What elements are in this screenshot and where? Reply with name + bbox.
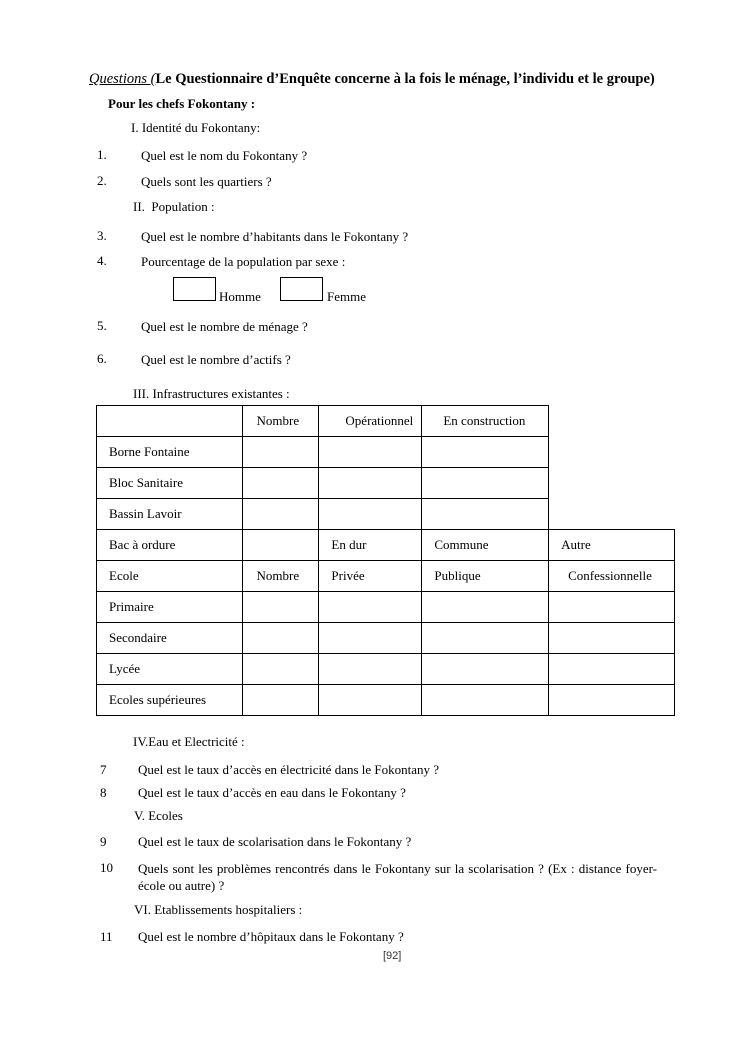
input-cell[interactable] bbox=[549, 685, 675, 716]
input-cell[interactable] bbox=[242, 623, 319, 654]
question-number: 9 bbox=[100, 834, 107, 849]
question-number: 7 bbox=[100, 762, 107, 777]
table-header-cell: Opérationnel bbox=[319, 406, 422, 437]
female-checkbox[interactable] bbox=[280, 277, 323, 301]
question-text: Quels sont les problèmes rencontrés dans le Fokontany sur la scolarisation ? (Ex : distance foyer-école ou autre) ? bbox=[138, 861, 657, 893]
page-number: [92] bbox=[383, 950, 402, 962]
section-label: Population : bbox=[151, 199, 215, 214]
row-label: Ecole bbox=[97, 561, 243, 592]
section-identity: I. Identité du Fokontany: bbox=[131, 120, 261, 135]
input-cell[interactable] bbox=[319, 654, 422, 685]
question-text: Pourcentage de la population par sexe : bbox=[141, 254, 346, 269]
input-cell[interactable] bbox=[422, 592, 549, 623]
section-population bbox=[133, 199, 215, 215]
title-rest: Le Questionnaire d’Enquête concerne à la fois le ménage, l’individu et le groupe) bbox=[155, 71, 655, 87]
input-cell[interactable] bbox=[242, 437, 319, 468]
table-cell bbox=[549, 437, 675, 468]
table-cell bbox=[549, 406, 675, 437]
table-cell bbox=[549, 499, 675, 530]
table-cell: Privée bbox=[319, 561, 422, 592]
input-cell[interactable] bbox=[319, 499, 422, 530]
input-cell[interactable] bbox=[549, 592, 675, 623]
input-cell[interactable] bbox=[319, 623, 422, 654]
female-label: Femme bbox=[327, 289, 366, 304]
row-label: Borne Fontaine bbox=[97, 437, 243, 468]
input-cell[interactable] bbox=[422, 437, 549, 468]
input-cell[interactable] bbox=[549, 654, 675, 685]
page-title bbox=[89, 71, 655, 88]
section-schools: V. Ecoles bbox=[134, 808, 183, 823]
table-cell[interactable] bbox=[242, 530, 319, 561]
table-row bbox=[97, 530, 675, 561]
table-cell: Autre bbox=[549, 530, 675, 561]
table-row bbox=[97, 685, 675, 716]
question-number: 10 bbox=[100, 860, 113, 875]
section-number: III. bbox=[133, 386, 150, 401]
question-number: 4. bbox=[97, 253, 107, 268]
input-cell[interactable] bbox=[242, 468, 319, 499]
question-text: Quel est le nombre d’actifs ? bbox=[141, 352, 291, 367]
question-text: Quel est le nombre de ménage ? bbox=[141, 319, 308, 334]
male-checkbox[interactable] bbox=[173, 277, 216, 301]
title-lead: Questions ( bbox=[89, 71, 156, 87]
section-label: Infrastructures existantes : bbox=[152, 386, 290, 401]
male-label: Homme bbox=[219, 289, 261, 304]
input-cell[interactable] bbox=[242, 499, 319, 530]
row-label: Bassin Lavoir bbox=[97, 499, 243, 530]
input-cell[interactable] bbox=[319, 685, 422, 716]
input-cell[interactable] bbox=[422, 623, 549, 654]
row-label: Bloc Sanitaire bbox=[97, 468, 243, 499]
row-label: Bac à ordure bbox=[97, 530, 243, 561]
input-cell[interactable] bbox=[422, 654, 549, 685]
section-water-electricity bbox=[133, 734, 245, 750]
table-header-row bbox=[97, 406, 675, 437]
input-cell[interactable] bbox=[319, 437, 422, 468]
table-cell bbox=[97, 406, 243, 437]
question-number: 6. bbox=[97, 351, 107, 366]
table-header-cell: En construction bbox=[422, 406, 549, 437]
input-cell[interactable] bbox=[422, 468, 549, 499]
question-text: Quel est le taux de scolarisation dans le Fokontany ? bbox=[138, 834, 412, 849]
question-number: 3. bbox=[97, 228, 107, 243]
table-row bbox=[97, 623, 675, 654]
question-number: 2. bbox=[97, 173, 107, 188]
input-cell[interactable] bbox=[242, 654, 319, 685]
question-text: Quel est le nombre d’hôpitaux dans le Fokontany ? bbox=[138, 929, 404, 944]
table-row bbox=[97, 561, 675, 592]
table-row bbox=[97, 468, 675, 499]
question-number: 8 bbox=[100, 785, 107, 800]
question-text: Quel est le nombre d’habitants dans le Fokontany ? bbox=[141, 229, 409, 244]
input-cell[interactable] bbox=[319, 468, 422, 499]
question-text: Quel est le nom du Fokontany ? bbox=[141, 148, 308, 163]
table-row bbox=[97, 499, 675, 530]
question-number: 1. bbox=[97, 147, 107, 162]
row-label: Secondaire bbox=[97, 623, 243, 654]
table-row bbox=[97, 654, 675, 685]
row-label: Lycée bbox=[97, 654, 243, 685]
table-cell: Confessionnelle bbox=[549, 561, 675, 592]
section-hospitals: VI. Etablissements hospitaliers : bbox=[134, 902, 303, 917]
question-number: 5. bbox=[97, 318, 107, 333]
input-cell[interactable] bbox=[422, 685, 549, 716]
section-infrastructure bbox=[133, 386, 290, 402]
input-cell[interactable] bbox=[319, 592, 422, 623]
question-text: Quels sont les quartiers ? bbox=[141, 174, 272, 189]
question-text: Quel est le taux d’accès en eau dans le Fokontany ? bbox=[138, 785, 406, 800]
table-cell: En dur bbox=[319, 530, 422, 561]
input-cell[interactable] bbox=[242, 685, 319, 716]
question-text: Quel est le taux d’accès en électricité dans le Fokontany ? bbox=[138, 762, 440, 777]
input-cell[interactable] bbox=[242, 592, 319, 623]
table-cell: Publique bbox=[422, 561, 549, 592]
row-label: Primaire bbox=[97, 592, 243, 623]
table-header-cell: Nombre bbox=[242, 406, 319, 437]
table-cell bbox=[549, 468, 675, 499]
table-cell: Commune bbox=[422, 530, 549, 561]
infrastructure-table bbox=[96, 405, 675, 716]
table-row bbox=[97, 437, 675, 468]
subtitle: Pour les chefs Fokontany : bbox=[108, 96, 256, 111]
row-label: Ecoles supérieures bbox=[97, 685, 243, 716]
input-cell[interactable] bbox=[422, 499, 549, 530]
section-number: II. bbox=[133, 199, 145, 214]
section-number: IV. bbox=[133, 734, 149, 749]
section-label: Eau et Electricité : bbox=[148, 734, 245, 749]
question-number: 11 bbox=[100, 929, 113, 944]
input-cell[interactable] bbox=[549, 623, 675, 654]
table-cell: Nombre bbox=[242, 561, 319, 592]
table-row bbox=[97, 592, 675, 623]
